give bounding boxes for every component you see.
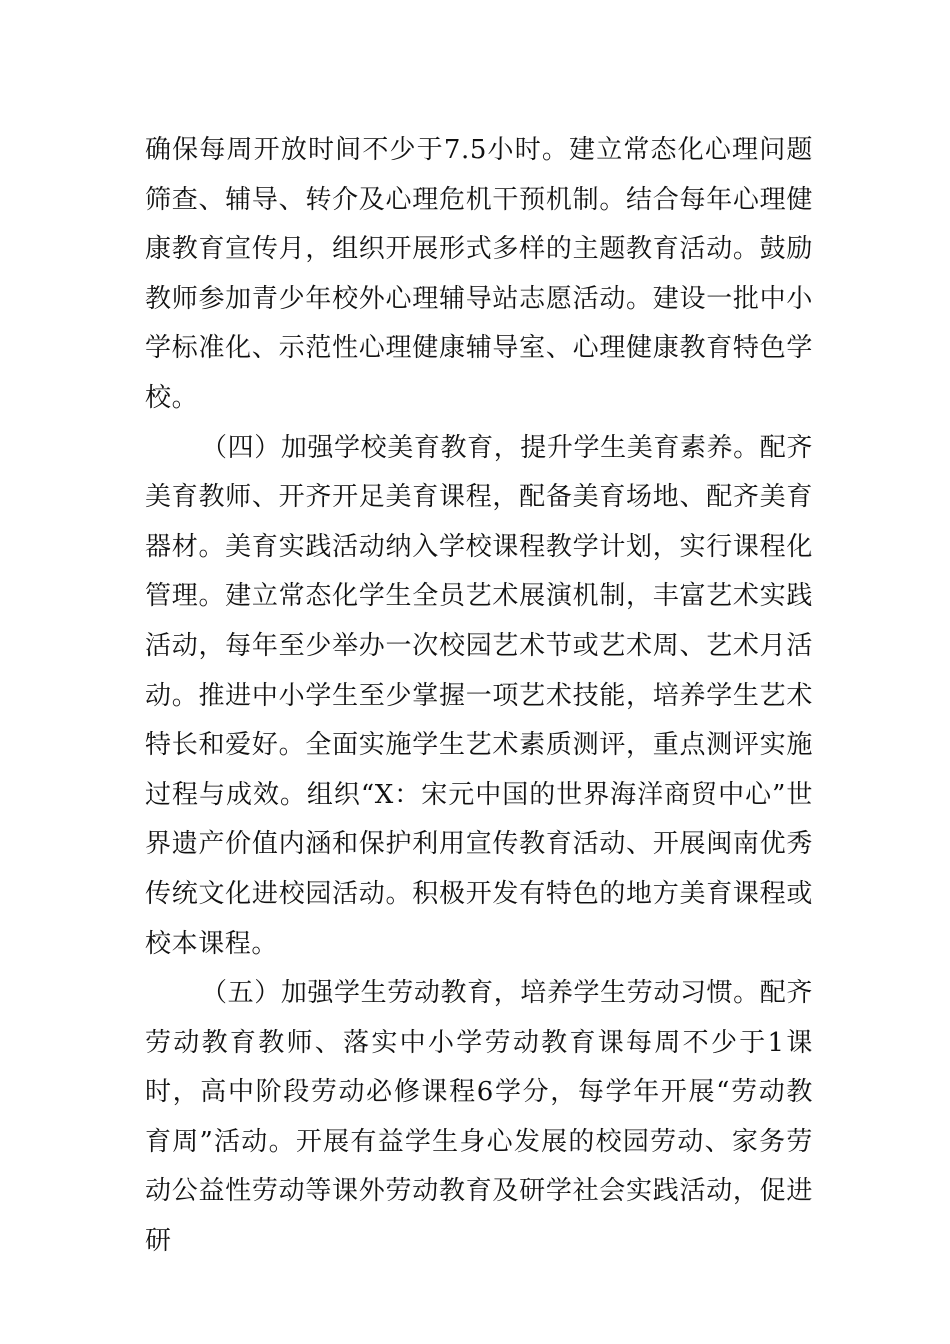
paragraph-aesthetic-education: （四）加强学校美育教育，提升学生美育素养。配齐美育教师、开齐开足美育课程，配备美育场地、配齐美育器材。美育实践活动纳入学校课程教学计划，实行课程化管理。建立常态化学生全员艺术展演机制，丰富艺术实践活动，每年至少举办一次校园艺术节或艺术周、艺术月活动。推进中小学生至少掌握一项艺术技能，培养学生艺术特长和爱好。全面实施学生艺术素质测评，重点测评实施过程与成效。组织“X：宋元中国的世界海洋商贸中心”世界遗产价值内涵和保护利用宣传教育活动、开展闽南优秀传统文化进校园活动。积极开发有特色的地方美育课程或校本课程。 bbox=[145, 432, 813, 959]
document-body bbox=[145, 126, 813, 1267]
paragraph-labor-education: （五）加强学生劳动教育，培养学生劳动习惯。配齐劳动教育教师、落实中小学劳动教育课每周不少于1课时，高中阶段劳动必修课程6学分，每学年开展“劳动教育周”活动。开展有益学生身心发展的校园劳动、家务劳动公益性劳动等课外劳动教育及研学社会实践活动，促进研 bbox=[145, 978, 813, 1257]
paragraph-psychology-continued: 确保每周开放时间不少于7.5小时。建立常态化心理问题筛查、辅导、转介及心理危机干预机制。结合每年心理健康教育宣传月，组织开展形式多样的主题教育活动。鼓励教师参加青少年校外心理辅导站志愿活动。建设一批中小学标准化、示范性心理健康辅导室、心理健康教育特色学校。 bbox=[145, 135, 813, 413]
